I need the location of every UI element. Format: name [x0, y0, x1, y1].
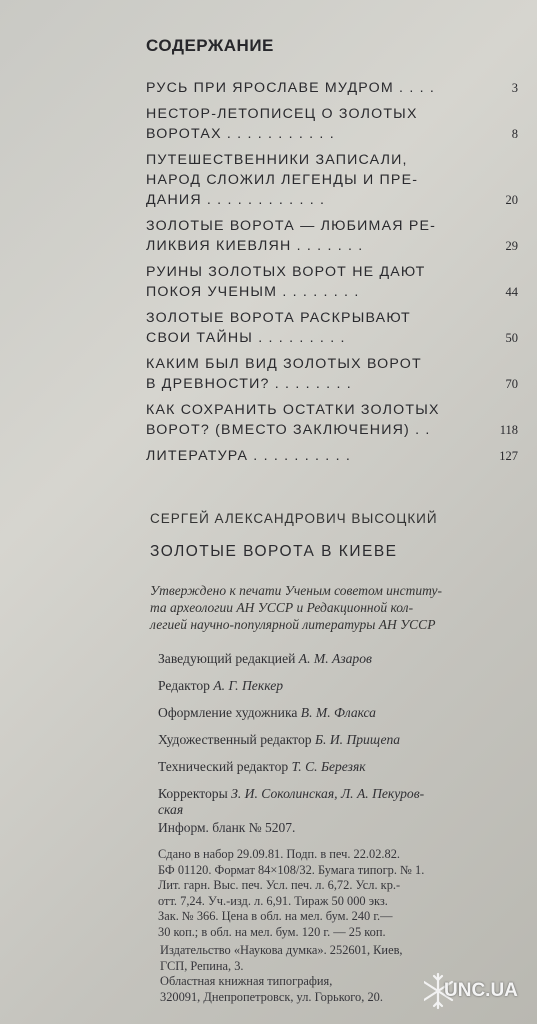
- toc-entry-line: СВОИ ТАЙНЫ . . . . . . . . .: [146, 330, 346, 346]
- toc-page-number: 118: [499, 423, 518, 437]
- inform-blank: Информ. бланк № 5207.: [158, 820, 296, 835]
- toc-page-number: 50: [505, 331, 518, 345]
- toc-entry-line: В ДРЕВНОСТИ? . . . . . . . .: [146, 376, 352, 392]
- credit-person-continued: ская: [158, 802, 184, 817]
- toc-entry: [146, 446, 518, 466]
- credit-line: [158, 651, 528, 667]
- printing-line: отт. 7,24. Уч.-изд. л. 6,91. Тираж 50 000 экз.: [158, 893, 388, 908]
- approval-line: та археологии АН УССР и Редакционной кол-: [150, 600, 414, 615]
- toc-entry-line: РУСЬ ПРИ ЯРОСЛАВЕ МУДРОМ . . . .: [146, 80, 436, 96]
- credit-role: Художественный редактор: [158, 732, 312, 747]
- toc-entry-line: КАК СОХРАНИТЬ ОСТАТКИ ЗОЛОТЫХ: [146, 402, 440, 418]
- credit-role: Заведующий редакцией: [158, 651, 296, 666]
- approval-line: Утверждено к печати Ученым советом институ-: [150, 583, 443, 598]
- credit-person: А. Г. Пеккер: [213, 678, 284, 693]
- credit-person: В. М. Флакса: [300, 705, 376, 720]
- watermark-text: UNC.UA: [444, 980, 518, 1001]
- toc-entry-line: ДАНИЯ . . . . . . . . . . . .: [146, 192, 326, 208]
- credit-line: [158, 759, 528, 775]
- toc-entry-line: ПОКОЯ УЧЕНЫМ . . . . . . . .: [146, 284, 360, 300]
- toc-entry: [146, 78, 518, 98]
- approval-note: [150, 582, 520, 633]
- toc-page-number: 44: [505, 285, 518, 299]
- table-of-contents: [146, 78, 518, 472]
- toc-entry-line: ЛИТЕРАТУРА . . . . . . . . . .: [146, 448, 351, 464]
- author-name: СЕРГЕЙ АЛЕКСАНДРОВИЧ ВЫСОЦКИЙ: [150, 511, 438, 526]
- toc-page-number: 29: [505, 239, 518, 253]
- publisher-line: 320091, Днепропетровск, ул. Горького, 20.: [160, 989, 383, 1004]
- credit-person: Б. И. Прищепа: [315, 732, 401, 747]
- toc-entry: [146, 150, 518, 210]
- toc-entry-line: ЗОЛОТЫЕ ВОРОТА — ЛЮБИМАЯ РЕ-: [146, 218, 437, 234]
- contents-title: СОДЕРЖАНИЕ: [146, 36, 274, 55]
- credit-line: [158, 678, 528, 694]
- toc-entry: [146, 400, 518, 440]
- toc-page-number: 8: [511, 127, 518, 141]
- toc-entry: [146, 354, 518, 394]
- toc-page-number: 20: [505, 193, 518, 207]
- approval-line: легией научно-популярной литературы АН УССР: [150, 617, 436, 632]
- toc-page-number: 3: [511, 81, 518, 95]
- book-title: ЗОЛОТЫЕ ВОРОТА В КИЕВЕ: [150, 543, 398, 560]
- toc-entry-line: ВОРОТАХ . . . . . . . . . . .: [146, 126, 335, 142]
- toc-entry-line: РУИНЫ ЗОЛОТЫХ ВОРОТ НЕ ДАЮТ: [146, 264, 426, 280]
- toc-page-number: 70: [505, 377, 518, 391]
- printing-line: Лит. гарн. Выс. печ. Усл. печ. л. 6,72. Усл. кр.-: [158, 878, 401, 892]
- printing-line: Сдано в набор 29.09.81. Подп. в печ. 22.02.82.: [158, 847, 401, 861]
- toc-entry-line: НЕСТОР-ЛЕТОПИСЕЦ О ЗОЛОТЫХ: [146, 106, 418, 122]
- credit-person: А. М. Азаров: [298, 651, 372, 666]
- credits-list: [158, 651, 528, 829]
- toc-entry-line: ВОРОТ? (ВМЕСТО ЗАКЛЮЧЕНИЯ) . .: [146, 422, 431, 438]
- printing-line: Зак. № 366. Цена в обл. на мел. бум. 240 г.—: [158, 909, 393, 923]
- credit-role: Технический редактор: [158, 759, 289, 774]
- toc-entry-line: ПУТЕШЕСТВЕННИКИ ЗАПИСАЛИ,: [146, 152, 408, 168]
- toc-entry: [146, 104, 518, 144]
- toc-entry: [146, 262, 518, 302]
- printing-line: 30 коп.; в обл. на мел. бум. 120 г. — 25 коп.: [158, 924, 386, 939]
- publisher-line: ГСП, Репина, 3.: [160, 958, 244, 973]
- credit-person: Т. С. Березяк: [291, 759, 366, 774]
- toc-entry-line: КАКИМ БЫЛ ВИД ЗОЛОТЫХ ВОРОТ: [146, 356, 422, 372]
- toc-entry-line: НАРОД СЛОЖИЛ ЛЕГЕНДЫ И ПРЕ-: [146, 172, 419, 188]
- toc-entry-line: ЗОЛОТЫЕ ВОРОТА РАСКРЫВАЮТ: [146, 310, 411, 326]
- toc-entry-line: ЛИКВИЯ КИЕВЛЯН . . . . . . .: [146, 238, 364, 254]
- toc-page-number: 127: [499, 449, 518, 463]
- publisher-line: Издательство «Наукова думка». 252601, Киев,: [160, 943, 403, 957]
- credit-line: [158, 786, 528, 818]
- credit-line: [158, 705, 528, 721]
- credit-role: Оформление художника: [158, 705, 298, 720]
- printing-line: БФ 01120. Формат 84×108/32. Бумага типогр. № 1.: [158, 862, 425, 877]
- credit-person: З. И. Соколинская, Л. А. Пекуров-: [231, 786, 425, 801]
- printing-details: [158, 847, 528, 940]
- credit-line: [158, 732, 528, 748]
- toc-entry: [146, 308, 518, 348]
- publisher-line: Областная книжная типография,: [160, 974, 333, 988]
- toc-entry: [146, 216, 518, 256]
- credit-role: Корректоры: [158, 786, 228, 801]
- credit-role: Редактор: [158, 678, 210, 693]
